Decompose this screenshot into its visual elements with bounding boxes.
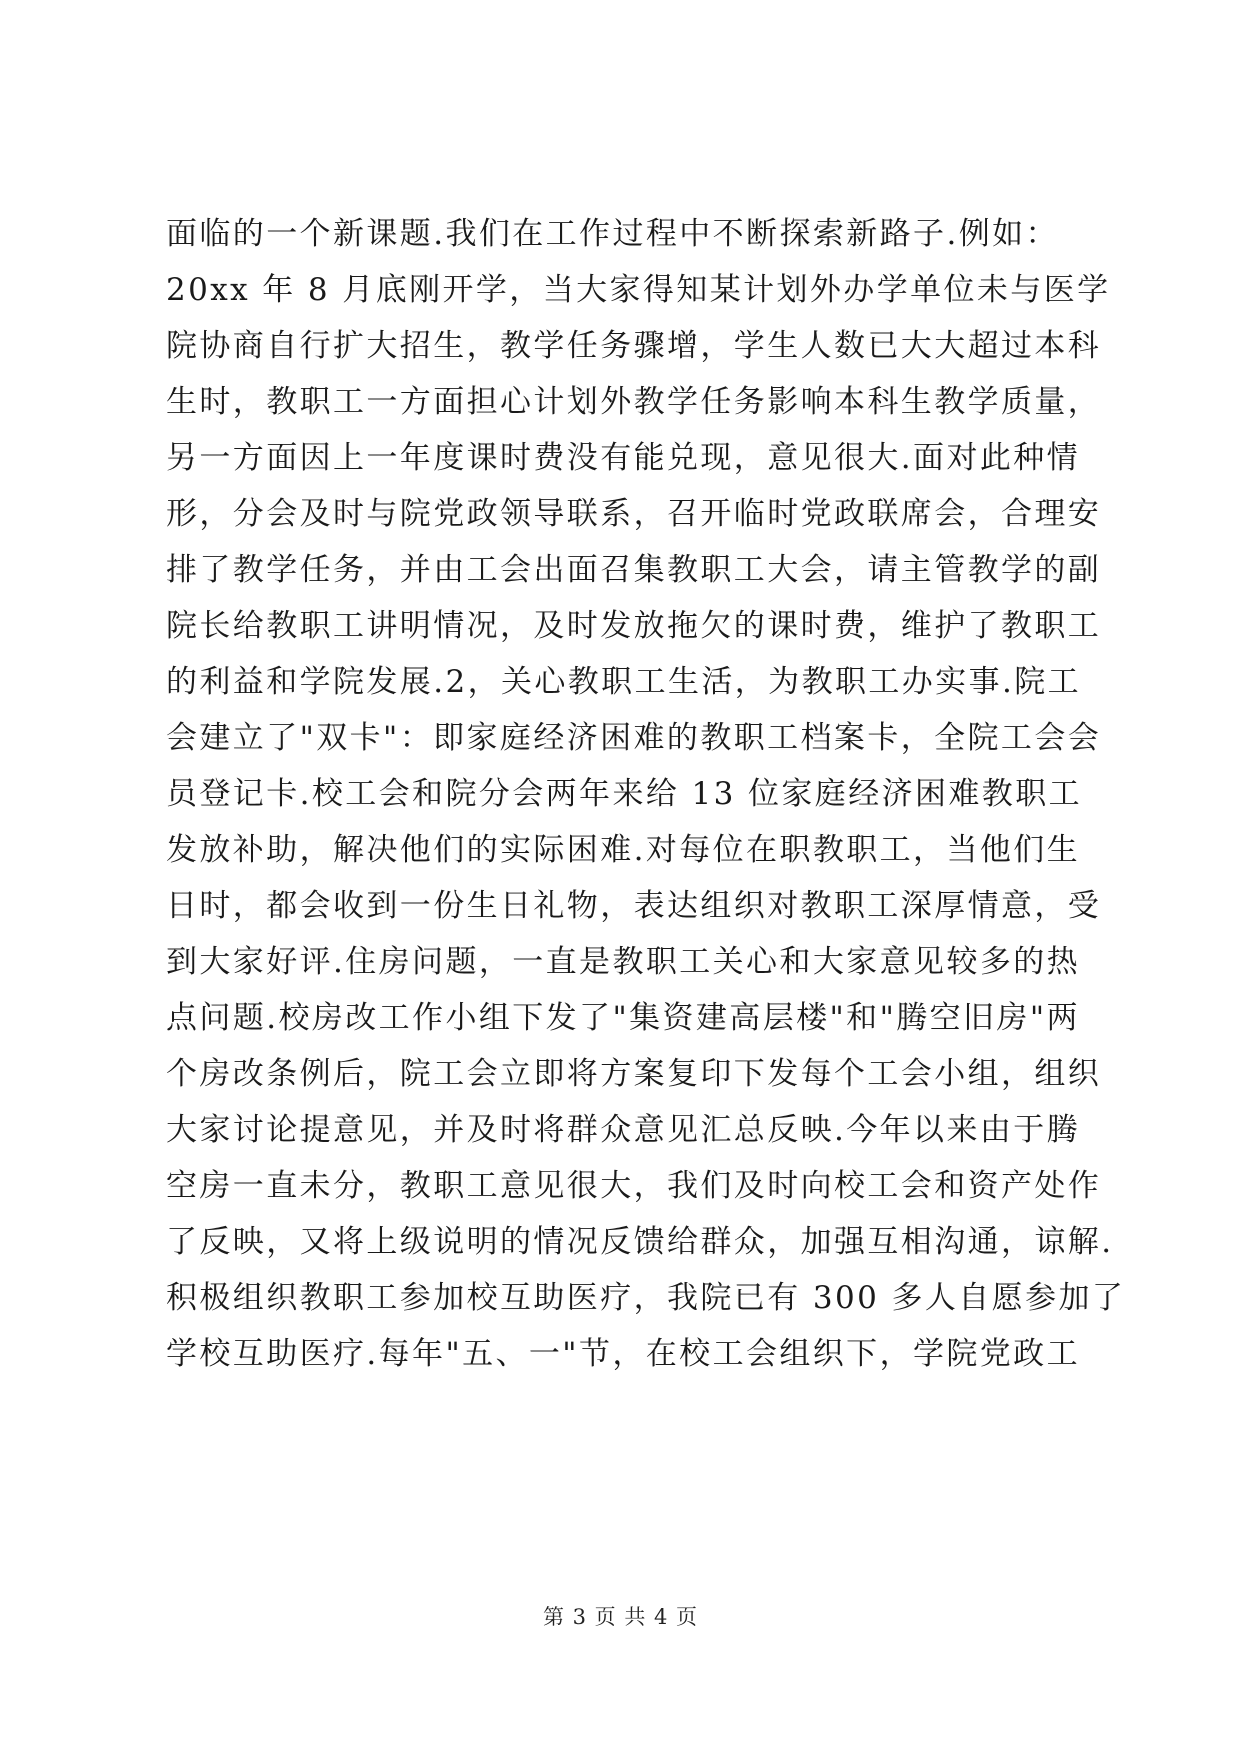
text-line: 个房改条例后，院工会立即将方案复印下发每个工会小组，组织: [166, 1056, 1102, 1092]
text-line: 的利益和学院发展.2，关心教职工生活，为教职工办实事.院工: [166, 664, 1082, 700]
text-line: 会建立了"双卡"：即家庭经济困难的教职工档案卡，全院工会会: [166, 720, 1102, 756]
text-line: 到大家好评.住房问题，一直是教职工关心和大家意见较多的热: [166, 944, 1081, 980]
text-line: 形，分会及时与院党政领导联系，召开临时党政联席会，合理安: [166, 496, 1102, 532]
text-line: 生时，教职工一方面担心计划外教学任务影响本科生教学质量，: [166, 384, 1102, 420]
text-line: 院长给教职工讲明情况，及时发放拖欠的课时费，维护了教职工: [166, 608, 1102, 644]
body-text: [166, 206, 1126, 1382]
text-line: 了反映，又将上级说明的情况反馈给群众，加强互相沟通，谅解.: [166, 1224, 1114, 1260]
text-line: 员登记卡.校工会和院分会两年来给 13 位家庭经济困难教职工: [166, 776, 1083, 812]
text-line: 排了教学任务，并由工会出面召集教职工大会，请主管教学的副: [166, 552, 1102, 588]
text-line: 日时，都会收到一份生日礼物，表达组织对教职工深厚情意，受: [166, 888, 1102, 924]
text-line: 面临的一个新课题.我们在工作过程中不断探索新路子.例如：: [166, 216, 1059, 252]
text-line: 空房一直未分，教职工意见很大，我们及时向校工会和资产处作: [166, 1168, 1102, 1204]
text-line: 积极组织教职工参加校互助医疗，我院已有 300 多人自愿参加了: [166, 1280, 1126, 1316]
text-line: 另一方面因上一年度课时费没有能兑现，意见很大.面对此种情: [166, 440, 1081, 476]
text-line: 大家讨论提意见，并及时将群众意见汇总反映.今年以来由于腾: [166, 1112, 1081, 1148]
text-line: 发放补助，解决他们的实际困难.对每位在职教职工，当他们生: [166, 832, 1081, 868]
text-line: 20xx 年 8 月底刚开学，当大家得知某计划外办学单位未与医学: [166, 272, 1111, 308]
text-line: 院协商自行扩大招生，教学任务骤增，学生人数已大大超过本科: [166, 328, 1102, 364]
page-number-footer: 第 3 页 共 4 页: [542, 1605, 699, 1629]
text-line: 学校互助医疗.每年"五、一"节，在校工会组织下，学院党政工: [166, 1336, 1080, 1372]
text-line: 点问题.校房改工作小组下发了"集资建高层楼"和"腾空旧房"两: [166, 1000, 1080, 1036]
